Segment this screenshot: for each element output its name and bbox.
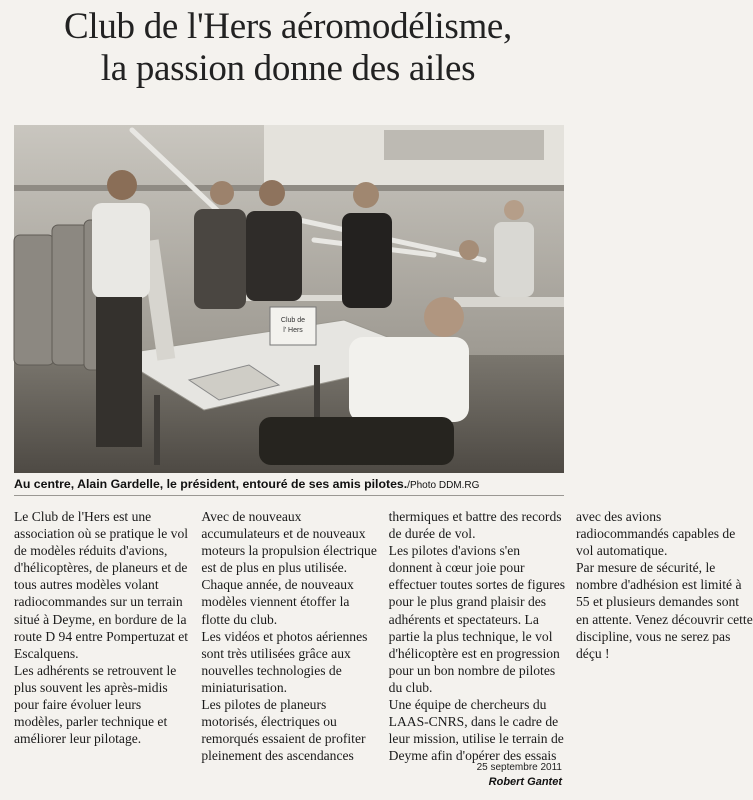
article-paragraph: Les adhérents se retrouvent le plus souvent les après-midis pour faire évoluer leurs modèles, parler technique et améliorer leur pilotage. bbox=[14, 662, 177, 747]
article-photo bbox=[14, 125, 564, 473]
article-paragraph: Les pilotes de planeurs motorisés, électriques ou remorqués essaient de profiter pleinement des ascendances thermiques et battre des records de durée de vol. bbox=[201, 509, 562, 764]
headline bbox=[0, 6, 576, 90]
caption-text: Au centre, Alain Gardelle, le président, entouré de ses amis pilotes. bbox=[14, 477, 408, 491]
author-name: Robert Gantet bbox=[488, 776, 562, 788]
article-paragraph: Les pilotes d'avions s'en donnent à cœur joie pour effectuer toutes sortes de figures pour le plus grand plaisir des adhérents et spectateurs. La partie la plus technique, le vol d'hélicoptère est en progression pour un bon nombre de pilotes du club. bbox=[388, 543, 566, 695]
table-sign-line-2: l' Hers bbox=[283, 327, 303, 334]
article-paragraph: Une équipe de chercheurs du LAAS-CNRS, dans le cadre de leur mission, utilise le terrain de Deyme afin d'opérer des essais avec des avions radiocommandés capables de vol automatique. bbox=[388, 509, 736, 764]
headline-line-1: Club de l'Hers aéromodélisme, bbox=[63, 6, 513, 47]
photo-illustration bbox=[14, 125, 564, 473]
table-sign-line-1: Club de bbox=[280, 317, 306, 324]
publication-date: 25 septembre 2011 bbox=[476, 762, 562, 773]
photo-caption bbox=[14, 476, 574, 494]
article-paragraph: Les vidéos et photos aériennes sont très utilisées grâce aux nouvelles technologies de miniaturisation. bbox=[201, 628, 368, 695]
photo-credit: /Photo DDM.RG bbox=[407, 480, 480, 491]
article-paragraph: Le Club de l'Hers est une association où se pratique le vol de modèles réduits d'avions, d'hélicoptères, de planeurs et de tous autres modèles volant radiocommandes sur un terrain situé à Deyme, en bordure de la route D 94 entre Pompertuzat et Escalquens. bbox=[14, 509, 189, 661]
caption-divider bbox=[14, 495, 564, 496]
article-paragraph: Avec de nouveaux accumulateurs et de nouveaux moteurs la propulsion électrique est de plus en plus utilisée. Chaque année, de nouveaux modèles viennent étoffer la flotte du club. bbox=[201, 509, 377, 627]
article-body bbox=[14, 508, 753, 770]
headline-line-2: la passion donne des ailes bbox=[100, 48, 476, 89]
article-paragraph: Par mesure de sécurité, le nombre d'adhésion est limité à 55 et plusieurs demandes sont en attente. Venez découvrir cette discipline, vous ne serez pas déçu ! bbox=[575, 560, 753, 661]
